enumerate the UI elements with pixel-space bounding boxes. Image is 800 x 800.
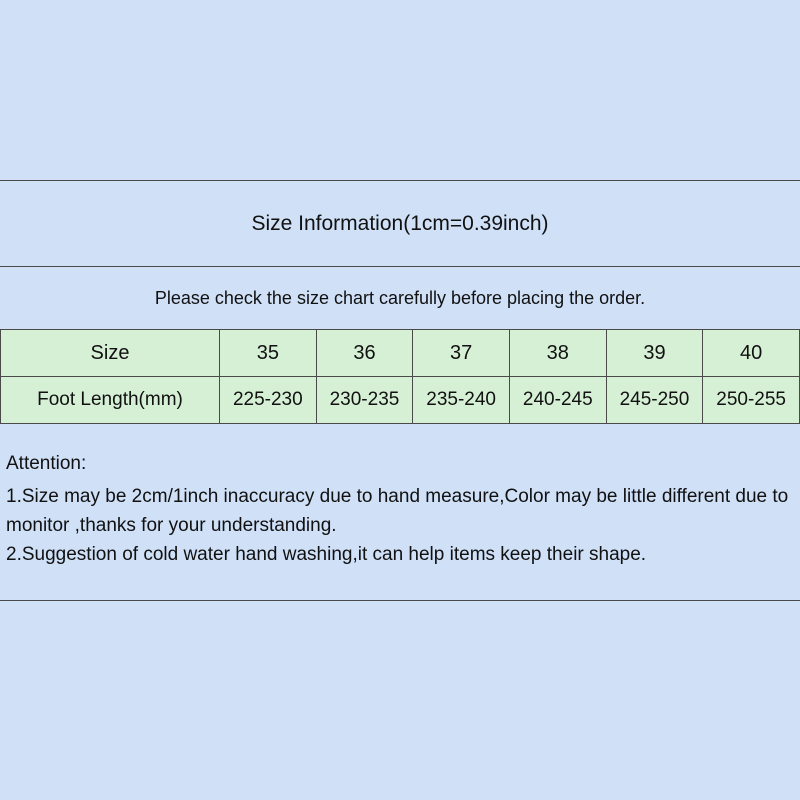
- foot-length-cell-35: 225-230: [220, 377, 317, 424]
- size-cell-38: 38: [509, 330, 606, 377]
- size-cell-35: 35: [220, 330, 317, 377]
- size-information-panel: [0, 180, 800, 601]
- size-cell-36: 36: [316, 330, 413, 377]
- foot-length-cell-36: 230-235: [316, 377, 413, 424]
- row-header-size: Size: [1, 330, 220, 377]
- attention-heading: Attention:: [6, 453, 87, 474]
- foot-length-cell-38: 240-245: [509, 377, 606, 424]
- size-cell-39: 39: [606, 330, 703, 377]
- foot-length-cell-39: 245-250: [606, 377, 703, 424]
- table-row: [1, 330, 800, 377]
- foot-length-cell-37: 235-240: [413, 377, 510, 424]
- foot-length-cell-40: 250-255: [703, 377, 800, 424]
- subtitle-text: Please check the size chart carefully before placing the order.: [154, 287, 646, 308]
- attention-line-2: 2.Suggestion of cold water hand washing,it can help items keep their shape.: [6, 543, 647, 565]
- attention-section: [0, 424, 800, 600]
- subtitle-row: [0, 267, 800, 329]
- size-cell-40: 40: [703, 330, 800, 377]
- size-cell-37: 37: [413, 330, 510, 377]
- row-header-foot-length: Foot Length(mm): [1, 377, 220, 424]
- table-row: [1, 377, 800, 424]
- page-title: Size Information(1cm=0.39inch): [251, 211, 549, 235]
- attention-line-1: 1.Size may be 2cm/1inch inaccuracy due to hand measure,Color may be little different due to monitor ,thanks for your understanding.: [6, 485, 789, 536]
- size-chart-table: [0, 329, 800, 424]
- title-row: [0, 181, 800, 267]
